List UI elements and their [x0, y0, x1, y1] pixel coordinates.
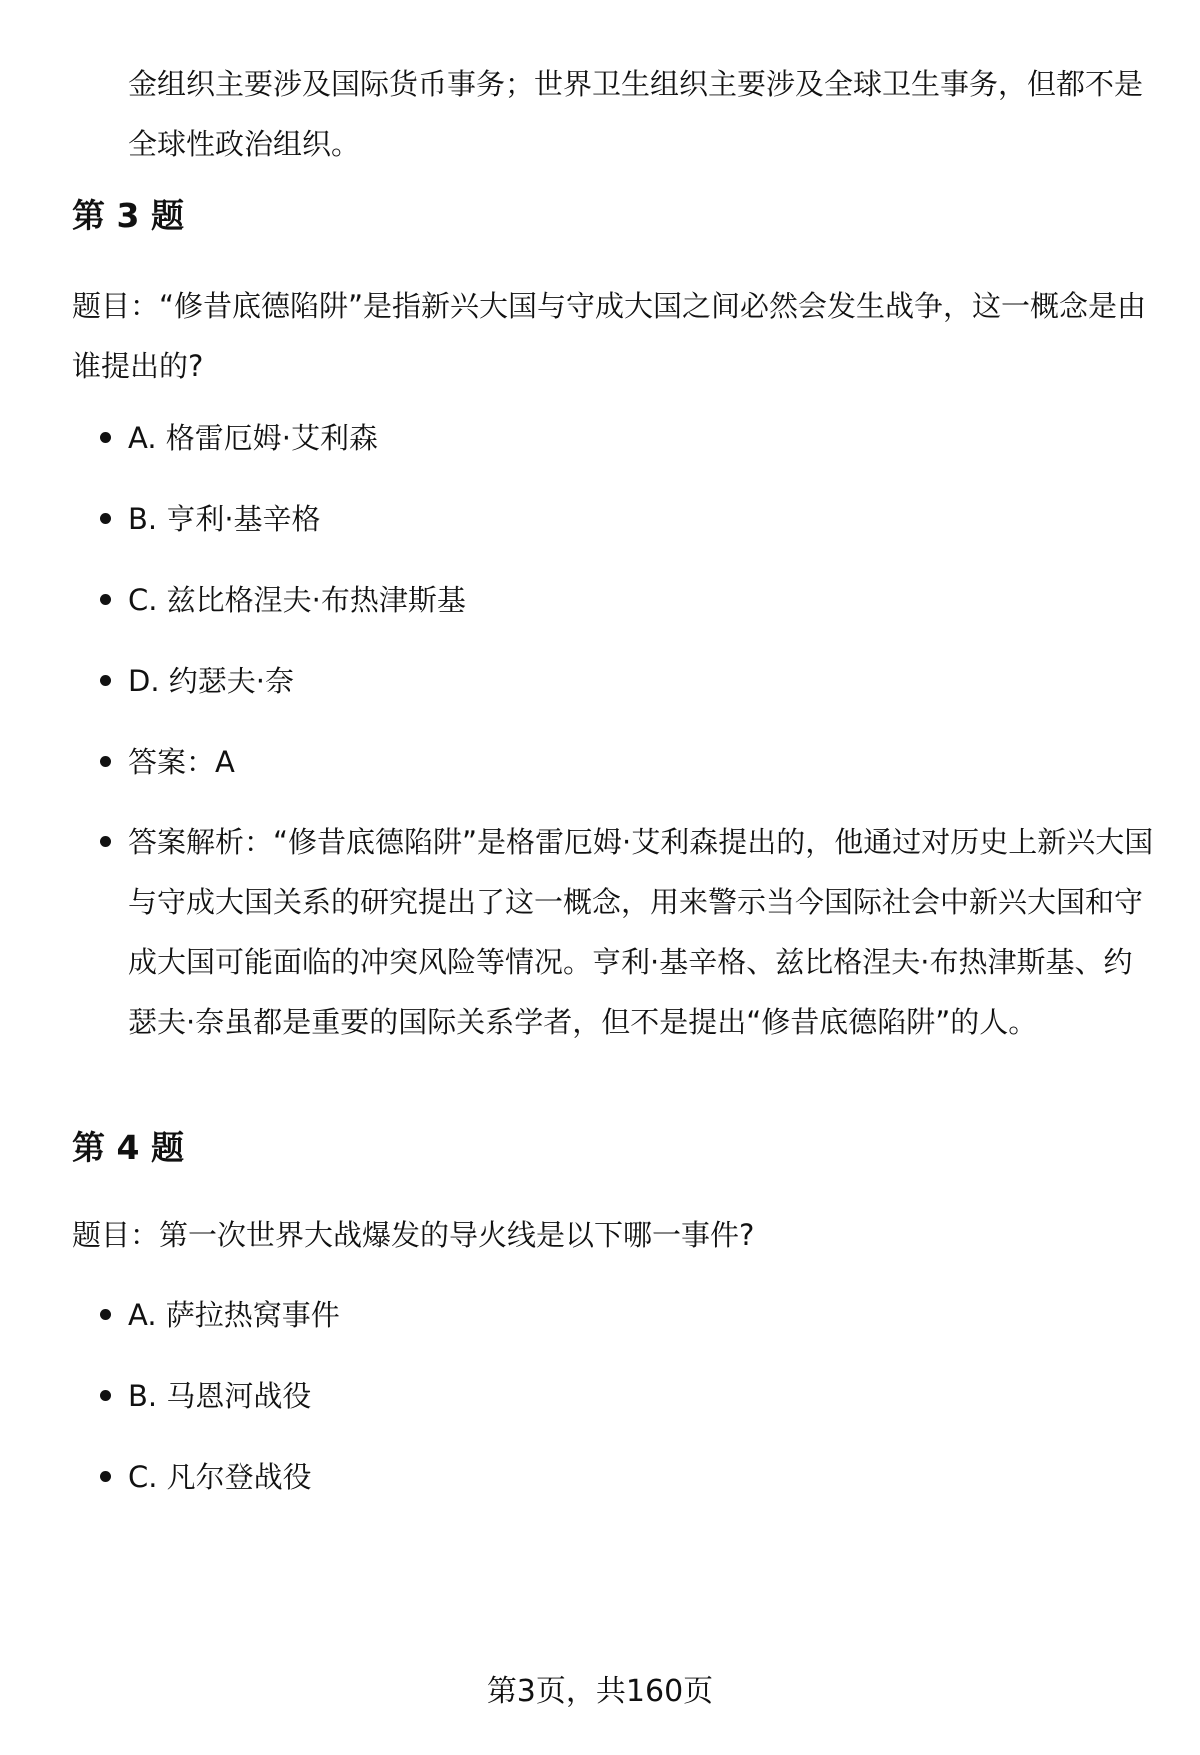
bullet-icon — [100, 513, 111, 524]
bullet-icon — [100, 594, 111, 605]
explanation-text: 答案解析：“修昔底德陷阱”是格雷厄姆·艾利森提出的，他通过对历史上新兴大国与守成大国关系的研究提出了这一概念，用来警示当今国际社会中新兴大国和守成大国可能面临的冲突风险等情况。亨利·基辛格、兹比格涅夫·布热津斯基、约瑟夫·奈虽都是重要的国际关系学者，但不是提出“修昔底德陷阱”的人。 — [128, 825, 1154, 1039]
question-3-heading: 第 3 题 — [72, 196, 184, 235]
option-label: A. 格雷厄姆·艾利森 — [128, 421, 378, 455]
bullet-icon — [100, 432, 111, 443]
question-3-option-c — [128, 570, 1158, 630]
bullet-icon — [100, 1471, 111, 1482]
option-label: C. 兹比格涅夫·布热津斯基 — [128, 583, 466, 617]
question-4-option-a — [128, 1285, 1158, 1345]
question-4-option-b — [128, 1366, 1158, 1426]
option-label: C. 凡尔登战役 — [128, 1460, 312, 1494]
question-3-option-b — [128, 489, 1158, 549]
question-3-explanation — [128, 812, 1158, 1052]
bullet-icon — [100, 836, 111, 847]
continuation-paragraph: 金组织主要涉及国际货币事务；世界卫生组织主要涉及全球卫生事务，但都不是全球性政治组织。 — [128, 67, 1144, 161]
bullet-icon — [100, 1390, 111, 1401]
question-4-text: 题目：第一次世界大战爆发的导火线是以下哪一事件? — [72, 1218, 755, 1252]
bullet-icon — [100, 1309, 111, 1320]
bullet-icon — [100, 756, 111, 767]
question-3-answer — [128, 732, 1158, 792]
question-4-option-c — [128, 1447, 1158, 1507]
option-label: D. 约瑟夫·奈 — [128, 664, 294, 698]
question-3-text: 题目：“修昔底德陷阱”是指新兴大国与守成大国之间必然会发生战争，这一概念是由谁提出的? — [72, 289, 1147, 383]
option-label: A. 萨拉热窝事件 — [128, 1298, 340, 1332]
option-label: B. 亨利·基辛格 — [128, 502, 321, 536]
question-4-heading: 第 4 题 — [72, 1128, 184, 1167]
question-3-option-d — [128, 651, 1158, 711]
option-label: B. 马恩河战役 — [128, 1379, 312, 1413]
answer-text: 答案：A — [128, 745, 235, 779]
bullet-icon — [100, 675, 111, 686]
question-3-option-a — [128, 408, 1158, 468]
page-number-footer: 第3页，共160页 — [486, 1674, 714, 1709]
